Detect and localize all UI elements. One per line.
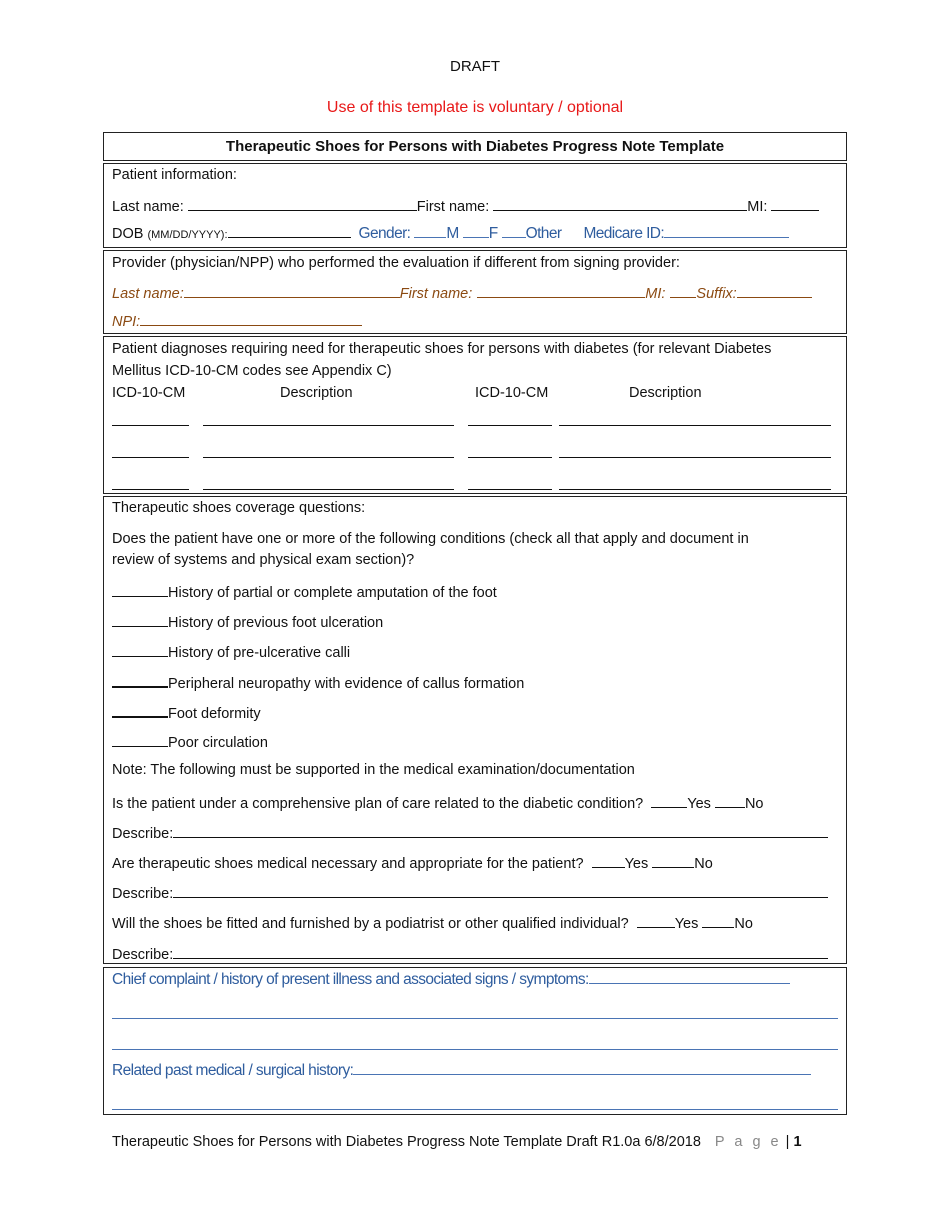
draft-label: DRAFT	[450, 58, 500, 75]
patient-name-row	[112, 196, 819, 215]
condition-item	[112, 732, 268, 751]
provider-suffix-field[interactable]	[737, 283, 812, 298]
chief-complaint-label: Chief complaint / history of present illness and associated signs / symptoms:	[112, 971, 589, 988]
diagnoses-heading-line2: Mellitus ICD-10-CM codes see Appendix C)	[112, 363, 392, 379]
q2-yes-field[interactable]	[592, 853, 625, 868]
describe-label: Describe:	[112, 826, 174, 842]
form-title: Therapeutic Shoes for Persons with Diabetes Progress Note Template	[103, 132, 847, 161]
description-field[interactable]	[203, 425, 454, 426]
footer	[112, 1134, 802, 1150]
description-field[interactable]	[203, 457, 454, 458]
patient-dob-row	[112, 223, 789, 243]
condition-item	[112, 642, 350, 661]
yes-label: Yes	[687, 796, 711, 812]
gender-other-field[interactable]	[502, 223, 526, 238]
medicare-id-field[interactable]	[664, 223, 789, 238]
first-name-label: First name:	[416, 199, 490, 215]
q3-no-field[interactable]	[702, 913, 734, 928]
coverage-note: Note: The following must be supported in the medical examination/documentation	[112, 762, 635, 778]
provider-name-row	[112, 283, 812, 302]
question-1-row	[112, 793, 763, 812]
description-field[interactable]	[559, 489, 831, 490]
page-separator: |	[785, 1134, 790, 1150]
chief-complaint-line[interactable]	[112, 1049, 838, 1050]
medicare-id-label: Medicare ID:	[583, 225, 665, 242]
provider-npi-row	[112, 311, 362, 330]
col-icd-2: ICD-10-CM	[475, 385, 549, 401]
icd-field[interactable]	[112, 425, 189, 426]
question-2-row	[112, 853, 713, 872]
page-number: 1	[793, 1134, 802, 1150]
col-icd-1: ICD-10-CM	[112, 385, 186, 401]
last-name-label: Last name:	[112, 199, 184, 215]
npi-label: NPI:	[112, 314, 141, 330]
diagnoses-heading-line1: Patient diagnoses requiring need for therapeutic shoes for persons with diabetes (for relevant Diabetes	[112, 341, 772, 357]
icd-field[interactable]	[468, 489, 552, 490]
gender-m-field[interactable]	[414, 223, 446, 238]
yes-label: Yes	[624, 856, 649, 872]
history-section	[103, 967, 847, 1115]
provider-mi-label: MI:	[645, 286, 666, 302]
past-history-label: Related past medical / surgical history:	[112, 1062, 354, 1079]
yes-label: Yes	[674, 916, 699, 932]
provider-mi-field[interactable]	[670, 283, 696, 298]
last-name-field[interactable]	[188, 196, 417, 211]
diagnoses-section	[103, 336, 847, 494]
chief-complaint-row	[112, 969, 790, 989]
coverage-heading: Therapeutic shoes coverage questions:	[112, 500, 366, 516]
patient-info-heading: Patient information:	[112, 167, 237, 183]
gender-other-label: Other	[525, 225, 562, 242]
condition-label: History of previous foot ulceration	[168, 615, 384, 631]
describe-label: Describe:	[112, 886, 174, 902]
describe-1-field[interactable]	[173, 823, 828, 838]
condition-label: Peripheral neuropathy with evidence of callus formation	[168, 676, 525, 692]
q1-no-field[interactable]	[715, 793, 745, 808]
description-field[interactable]	[559, 457, 831, 458]
condition-item	[112, 582, 497, 601]
condition-label: Poor circulation	[168, 735, 268, 751]
gender-f-field[interactable]	[463, 223, 489, 238]
coverage-section	[103, 496, 847, 964]
past-history-row	[112, 1060, 811, 1080]
provider-heading: Provider (physician/NPP) who performed the evaluation if different from signing provider:	[112, 255, 680, 271]
dob-label: DOB	[112, 226, 144, 242]
question-2-label: Are therapeutic shoes medical necessary and appropriate for the patient?	[112, 856, 584, 872]
mi-label: MI:	[747, 199, 768, 215]
describe-2-row	[112, 883, 828, 902]
no-label: No	[744, 796, 764, 812]
condition-check-field[interactable]	[112, 702, 168, 718]
page-label: P a g e	[714, 1134, 782, 1150]
no-label: No	[694, 856, 713, 872]
q3-yes-field[interactable]	[637, 913, 675, 928]
provider-last-name-label: Last name:	[112, 286, 184, 302]
chief-complaint-line[interactable]	[112, 1018, 838, 1019]
col-desc-1: Description	[280, 385, 353, 401]
describe-3-field[interactable]	[173, 944, 828, 959]
icd-field[interactable]	[112, 489, 189, 490]
past-history-line[interactable]	[112, 1109, 838, 1110]
first-name-field[interactable]	[493, 196, 747, 211]
footer-text: Therapeutic Shoes for Persons with Diabetes Progress Note Template Draft R1.0a 6/8/2018	[112, 1134, 701, 1150]
chief-complaint-field[interactable]	[589, 969, 790, 984]
provider-last-name-field[interactable]	[184, 283, 400, 298]
coverage-question-line2: review of systems and physical exam section)?	[112, 552, 415, 568]
voluntary-notice: Use of this template is voluntary / optional	[326, 99, 624, 116]
icd-field[interactable]	[468, 457, 552, 458]
condition-check-field[interactable]	[112, 672, 168, 688]
condition-check-field[interactable]	[112, 582, 168, 597]
condition-label: History of pre-ulcerative calli	[168, 645, 351, 661]
condition-label: Foot deformity	[168, 706, 261, 722]
description-field[interactable]	[203, 489, 454, 490]
no-label: No	[734, 916, 753, 932]
condition-check-field[interactable]	[112, 642, 168, 657]
past-history-field[interactable]	[353, 1060, 811, 1075]
gender-label: Gender:	[358, 225, 411, 242]
mi-field[interactable]	[771, 196, 819, 211]
dob-field[interactable]	[228, 223, 351, 238]
coverage-question-line1: Does the patient have one or more of the following conditions (check all that apply and document in	[112, 531, 749, 547]
describe-2-field[interactable]	[173, 883, 828, 898]
gender-f-label: F	[488, 225, 498, 242]
icd-field[interactable]	[468, 425, 552, 426]
question-1-label: Is the patient under a comprehensive plan of care related to the diabetic condition?	[112, 796, 644, 812]
question-3-row	[112, 913, 753, 932]
condition-item	[112, 672, 524, 692]
description-field[interactable]	[559, 425, 831, 426]
provider-section	[103, 250, 847, 334]
describe-label: Describe:	[112, 947, 174, 963]
npi-field[interactable]	[140, 311, 362, 326]
col-desc-2: Description	[629, 385, 702, 401]
describe-1-row	[112, 823, 828, 842]
q1-yes-field[interactable]	[651, 793, 687, 808]
provider-suffix-label: Suffix:	[696, 286, 737, 302]
condition-item	[112, 612, 383, 631]
provider-first-name-label: First name:	[399, 286, 473, 302]
patient-info-section	[103, 163, 847, 248]
gender-m-label: M	[446, 225, 459, 242]
q2-no-field[interactable]	[652, 853, 694, 868]
condition-check-field[interactable]	[112, 732, 168, 747]
dob-format: (MM/DD/YYYY):	[147, 229, 228, 241]
icd-field[interactable]	[112, 457, 189, 458]
provider-first-name-field[interactable]	[477, 283, 645, 298]
condition-check-field[interactable]	[112, 612, 168, 627]
condition-label: History of partial or complete amputation of the foot	[168, 585, 497, 601]
condition-item	[112, 702, 261, 722]
question-3-label: Will the shoes be fitted and furnished by a podiatrist or other qualified individual?	[112, 916, 629, 932]
describe-3-row	[112, 944, 828, 963]
